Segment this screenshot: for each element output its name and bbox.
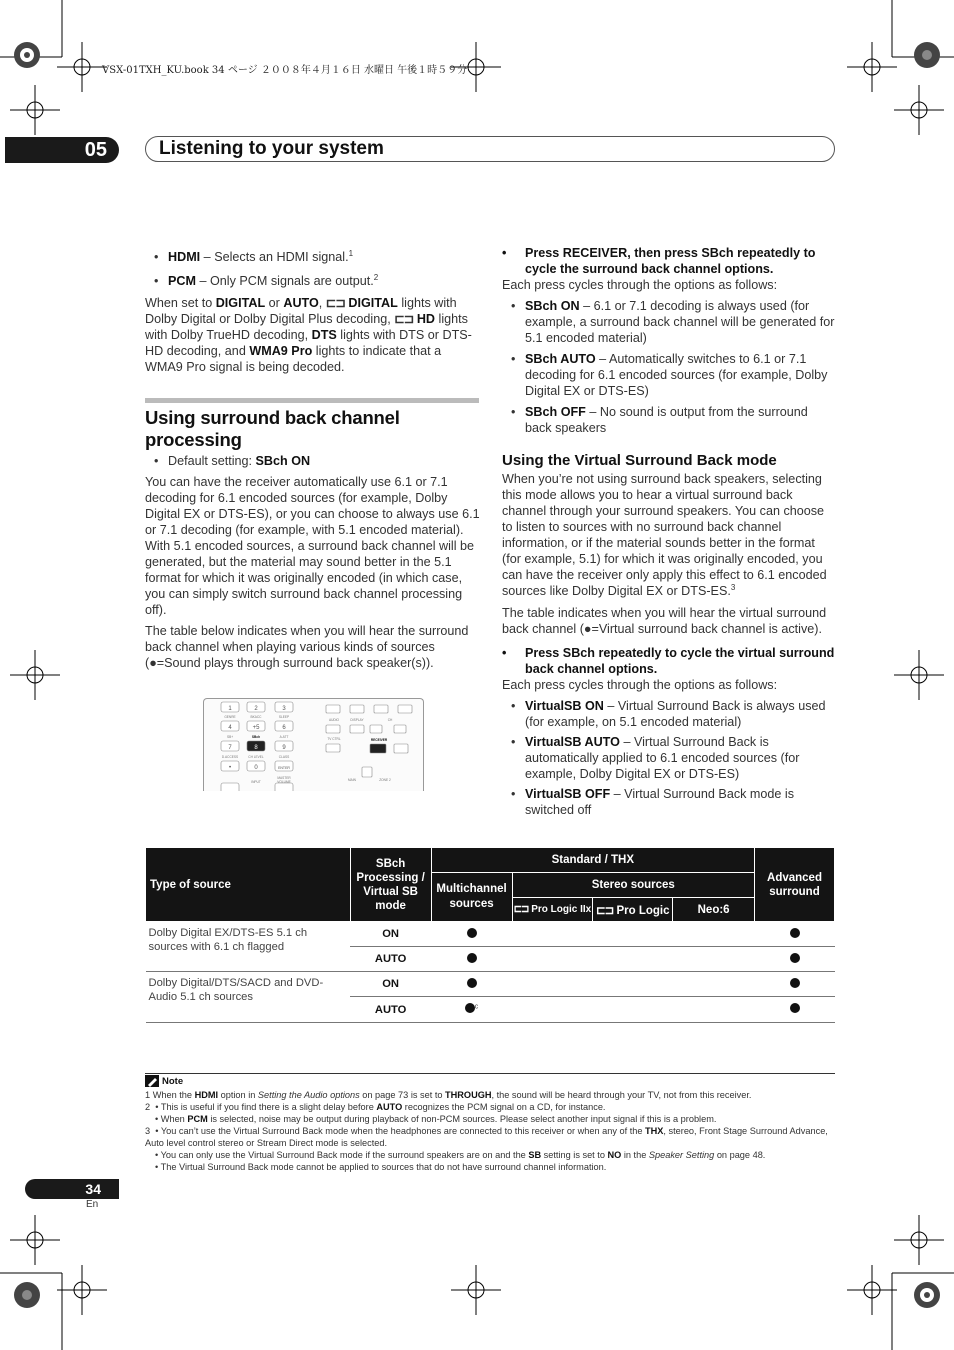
svg-text:A.ATT: A.ATT [279, 735, 289, 739]
svg-text:7: 7 [228, 745, 232, 751]
n3b-b2: NO [607, 1150, 622, 1160]
note-header [145, 1075, 183, 1087]
remote-drawing [204, 699, 423, 791]
svg-text:D.ACCESS: D.ACCESS [221, 755, 239, 759]
svg-text:ZONE 2: ZONE 2 [379, 778, 391, 782]
n1-t4: , the sound will be heard through your TV, not from this receiver. [491, 1090, 752, 1100]
n1-t1: When the [152, 1090, 195, 1100]
chapter-title: Listening to your system [159, 138, 384, 159]
th-pro-logic-iix [512, 898, 593, 922]
svg-text:AUDIO: AUDIO [328, 718, 340, 722]
row3-pl2x [512, 972, 593, 997]
svg-text:6: 6 [282, 725, 286, 731]
active-dot [790, 1003, 800, 1013]
n1-num: 1 [145, 1090, 151, 1100]
right-column-top [502, 245, 836, 436]
th-processing-mode: SBch Processing / Virtual SB mode [350, 848, 431, 922]
svg-text:9: 9 [282, 745, 286, 751]
source-table [145, 847, 835, 1023]
row1-adv [755, 922, 835, 947]
active-dot [790, 928, 800, 938]
n1-t3: on page 73 is set to [359, 1090, 446, 1100]
th-type-of-source: Type of source [146, 848, 351, 922]
opt3-text: – No sound is output from the surround back speakers [525, 405, 808, 435]
virtual-para-2: The table indicates when you will hear the virtual surround back channel (●=Virtual surround back channel is active). [502, 606, 827, 636]
row2-pl2x [512, 947, 593, 972]
n2b-b1: PCM [187, 1114, 208, 1124]
right-column-body [502, 471, 836, 818]
n3c-t1: The Virtual Surround Back mode cannot be applied to sources that do not have surround channel information. [160, 1162, 607, 1172]
pl-label: Pro Logic [616, 904, 670, 917]
n3b-t3: in the [621, 1150, 649, 1160]
instruction-receiver-sbch: • Press RECEIVER, then press SBch repeatedly to cycle the surround back channel options. [502, 245, 836, 277]
row2-adv [755, 947, 835, 972]
pcm-sup: 2 [373, 272, 379, 282]
svg-text:CH: CH [387, 718, 393, 722]
when-t3: , [318, 296, 326, 310]
n2a-b1: AUTO [376, 1102, 403, 1112]
opt1-label: SBch ON [525, 299, 580, 313]
row3-pl [593, 972, 673, 997]
note-pencil-icon [145, 1075, 159, 1087]
pl2x-label: Pro Logic IIx [531, 904, 592, 915]
svg-text:SBch: SBch [251, 735, 261, 739]
key-1: 1 [228, 706, 232, 712]
note-2a: 2 • This is useful if you find there is a slight delay before AUTO recognizes the PCM signal on a CD, for instance. [145, 1102, 606, 1112]
left-para-1: You can have the receiver automatically use 6.1 or 7.1 decoding for 6.1 encoded sources (for example, Dolby Digital EX or DTS-ES), or you can choose to always use 6.1 or 7.1 decoding (for example, with 5.1 encoded material). With 5.1 encoded sources, a surround back channel will be generated, but the material may sound better in the 5.1 format for which it was originally encoded (in which case, you can simply switch surround back channel processing off). [145, 475, 480, 617]
dolby-icon: ⊏⊐ [513, 904, 529, 915]
row2-multi [431, 947, 512, 972]
when-b4: HD [416, 312, 436, 326]
vopt3-text: – Virtual Surround Back mode is switched off [525, 787, 795, 817]
row4-pl [593, 997, 673, 1023]
svg-text:GENRE: GENRE [224, 715, 236, 719]
chapter-title-bar [145, 136, 835, 162]
row1-neo [673, 922, 755, 947]
row4-multi [431, 997, 512, 1023]
virtualsb-auto-option [502, 734, 836, 782]
n3b-t4: on page 48. [714, 1150, 766, 1160]
row3-adv [755, 972, 835, 997]
note-3c: • The Virtual Surround Back mode cannot be applied to sources that do not have surround channel information. [155, 1162, 607, 1172]
hdmi-text: – Selects an HDMI signal. [200, 250, 349, 264]
n1-i1: Setting the Audio options [257, 1090, 360, 1100]
default-prefix: Default setting: [168, 454, 256, 468]
svg-text:DISPLAY: DISPLAY [350, 718, 364, 722]
note-rule [145, 1073, 835, 1074]
chapter-number: 05 [5, 137, 119, 163]
row4-neo [673, 997, 755, 1023]
when-t2: or [265, 296, 284, 310]
opt3-label: SBch OFF [525, 405, 586, 419]
row4-adv [755, 997, 835, 1023]
row1-source: Dolby Digital EX/DTS-ES 5.1 ch sources with 6.1 ch flagged [146, 922, 351, 972]
vpara1-sup: 3 [730, 582, 736, 592]
left-column-body [145, 453, 480, 671]
n2a-t2: recognizes the PCM signal on a CD, for instance. [402, 1102, 606, 1112]
pcm-text: – Only PCM signals are output. [196, 274, 374, 288]
virtualsb-off-option [502, 786, 836, 818]
when-t4: lights with Dolby Digital or Dolby Digital Plus decoding, [145, 296, 457, 326]
sbch-auto-option [502, 351, 836, 399]
sbch-on-option [502, 298, 836, 346]
language-code: En [86, 1199, 99, 1210]
dolby-icon: ⊏⊐ [394, 312, 414, 326]
svg-text:0: 0 [254, 765, 258, 771]
svg-text:4: 4 [228, 725, 232, 731]
row3-source: Dolby Digital/DTS/SACD and DVD-Audio 5.1 ch sources [146, 972, 351, 1023]
svg-text:8: 8 [254, 745, 258, 751]
opt2-label: SBch AUTO [525, 352, 596, 366]
print-slug: VSX-01TXH_KU.book 34 ページ ２００８年４月１６日 水曜日 午後１時５９分 [102, 65, 468, 76]
note-1 [145, 1089, 835, 1101]
vpara1-text: When you’re not using surround back speakers, selecting this mode allows you to hear a virtual surround back channel through your surround speakers. You can choose to listen to sources with no surround back channel information, or if the material sounds better in the format (for example, 5.1) for which it was originally encoded, you can have the receiver only apply this effect to 6.1 encoded sources like Dolby Digital EX or DTS-ES. [502, 472, 827, 598]
n3a-t1: You can’t use the Virtual Surround Back mode when the headphones are connected to this receiver or when any of the [160, 1126, 646, 1136]
when-t7: lights to indicate that a WMA9 Pro signal is being decoded. [145, 344, 442, 374]
svg-text:VOLUME: VOLUME [277, 780, 291, 784]
hdmi-option [145, 249, 480, 265]
row2-neo [673, 947, 755, 972]
row1-pl [593, 922, 673, 947]
svg-text:RECEIVER: RECEIVER [370, 738, 388, 742]
subsection-title: Using the Virtual Surround Back mode [502, 452, 777, 469]
n3b-i1: Speaker Setting [648, 1150, 715, 1160]
dolby-icon: ⊏⊐ [325, 296, 345, 310]
svg-text:MAIN: MAIN [348, 778, 356, 782]
svg-text:TV CTRL: TV CTRL [327, 737, 341, 741]
svg-text:MASTER: MASTER [277, 776, 291, 780]
when-t6: lights with DTS or DTS-HD decoding, and [145, 328, 472, 358]
active-dot [467, 928, 477, 938]
row2-pl [593, 947, 673, 972]
svg-text:ENTER: ENTER [278, 766, 290, 770]
note-2b: • When PCM is selected, noise may be output during playback of non-PCM sources. Please select another input signal if this is a problem. [155, 1114, 717, 1124]
when-b1: DIGITAL [215, 296, 266, 310]
when-b2: AUTO [283, 296, 319, 310]
n1-b2: THROUGH [445, 1090, 492, 1100]
note-3b: • You can only use the Virtual Surround Back mode if the surround speakers are on and the SB setting is set to NO in the Speaker Setting on page 48. [155, 1150, 766, 1160]
virtual-para-1 [502, 471, 836, 599]
subsection-heading-wrap [502, 452, 836, 470]
svg-text:CLASS: CLASS [278, 755, 290, 759]
n3a-num: 3 [145, 1126, 151, 1136]
indicator-paragraph [145, 295, 480, 375]
active-dot [790, 978, 800, 988]
svg-text:SLEEP: SLEEP [278, 715, 290, 719]
table-row [146, 922, 835, 947]
row4-pl2x [512, 997, 593, 1023]
active-dot [467, 953, 477, 963]
page-number: 34 [25, 1179, 119, 1199]
n3b-t2: setting is set to [541, 1150, 608, 1160]
n2b-t1: When [160, 1114, 188, 1124]
section-title: Using surround back channel processing [145, 407, 400, 450]
n1-b1: HDMI [194, 1090, 219, 1100]
vopt1-label: VirtualSB ON [525, 699, 604, 713]
th-pro-logic [593, 898, 673, 922]
n2a-t1: This is useful if you find there is a slight delay before [160, 1102, 377, 1112]
svg-text:SB+: SB+ [226, 735, 234, 739]
th-standard-thx: Standard / THX [431, 848, 754, 873]
row4-note: c [474, 1003, 479, 1011]
row1-mode: ON [350, 922, 431, 947]
default-value: SBch ON [255, 454, 311, 468]
th-stereo-sources: Stereo sources [512, 873, 754, 898]
remote-illustration [203, 698, 424, 791]
note-heading: Note [162, 1075, 184, 1087]
svg-text:•: • [228, 765, 232, 771]
svg-text:BKACC: BKACC [250, 715, 262, 719]
table-row [146, 972, 835, 997]
n3a-b1: THX [645, 1126, 664, 1136]
section-rule [145, 398, 479, 403]
active-dot [467, 978, 477, 988]
hdmi-sup: 1 [348, 248, 354, 258]
svg-text:CH LEVEL: CH LEVEL [248, 755, 264, 759]
when-t1: When set to [145, 296, 216, 310]
active-dot [465, 1003, 475, 1013]
pcm-label: PCM [168, 274, 196, 288]
svg-text:2: 2 [254, 706, 258, 712]
vopt2-label: VirtualSB AUTO [525, 735, 620, 749]
th-neo6: Neo:6 [673, 898, 755, 922]
sbch-off-option [502, 404, 836, 436]
when-b5: DTS [311, 328, 337, 342]
hdmi-label: HDMI [168, 250, 201, 264]
svg-text:INPUT: INPUT [251, 780, 261, 784]
n3b-b1: SB [528, 1150, 542, 1160]
row1-pl2x [512, 922, 593, 947]
row2-mode: AUTO [350, 947, 431, 972]
when-b3: DIGITAL [348, 296, 398, 310]
opt1-text: – 6.1 or 7.1 decoding is always used (for example, a surround back channel will be generated for 5.1 encoded material) [525, 299, 835, 345]
pcm-option [145, 273, 480, 289]
opt2-text: – Automatically switches to 6.1 or 7.1 decoding for 6.1 encoded sources (for example, Dolby Digital EX or DTS-ES) [525, 352, 828, 398]
n1-t2: option in [218, 1090, 258, 1100]
instruction-sbch-virtual: • Press SBch repeatedly to cycle the virtual surround back channel options. [502, 645, 836, 677]
row3-mode: ON [350, 972, 431, 997]
th-advanced-surround: Advanced surround [755, 848, 835, 922]
cycles-text-1: Each press cycles through the options as follows: [502, 278, 778, 292]
row3-neo [673, 972, 755, 997]
n2a-num: 2 [145, 1102, 151, 1112]
n2b-t2: is selected, noise may be output during playback of non-PCM sources. Please select another input signal if this is a problem. [207, 1114, 717, 1124]
left-para-2: The table below indicates when you will hear the surround back channel when playing various kinds of sources (●=Sound plays through surround back speaker(s)). [145, 624, 469, 670]
n3a-t2: , stereo, Front Stage Surround Advance, Auto level control stereo or Stream Direct mode is selected. [145, 1126, 828, 1148]
vopt1-text: – Virtual Surround Back is always used (for example, on 5.1 encoded material) [525, 699, 826, 729]
th-multichannel: Multichannel sources [431, 873, 512, 922]
svg-text:+5: +5 [252, 725, 260, 731]
note-3a: 3 • You can’t use the Virtual Surround Back mode when the headphones are connected to this receiver or when any of the THX, stereo, Front Stage Surround Advance, Auto level control stereo or Stream Direct mode is selected. [145, 1126, 828, 1148]
dolby-icon: ⊏⊐ [596, 904, 614, 917]
default-setting [145, 453, 480, 469]
left-column-top [145, 249, 480, 375]
when-b6: WMA9 Pro [249, 344, 313, 358]
svg-text:3: 3 [282, 706, 286, 712]
vopt3-label: VirtualSB OFF [525, 787, 611, 801]
when-t5: lights with Dolby TrueHD decoding, [145, 312, 468, 342]
row3-multi [431, 972, 512, 997]
virtualsb-on-option [502, 698, 836, 730]
vopt2-text: – Virtual Surround Back is automatically applied to 6.1 encoded sources (for example, Dolby Digital EX or DTS-ES) [525, 735, 800, 781]
row1-multi [431, 922, 512, 947]
active-dot [790, 953, 800, 963]
notes-block [145, 1089, 835, 1173]
n3b-t1: You can only use the Virtual Surround Back mode if the surround speakers are on and the [160, 1150, 529, 1160]
row4-mode: AUTO [350, 997, 431, 1023]
cycles-text-2: Each press cycles through the options as follows: [502, 678, 778, 692]
section-heading-wrap [145, 407, 479, 451]
